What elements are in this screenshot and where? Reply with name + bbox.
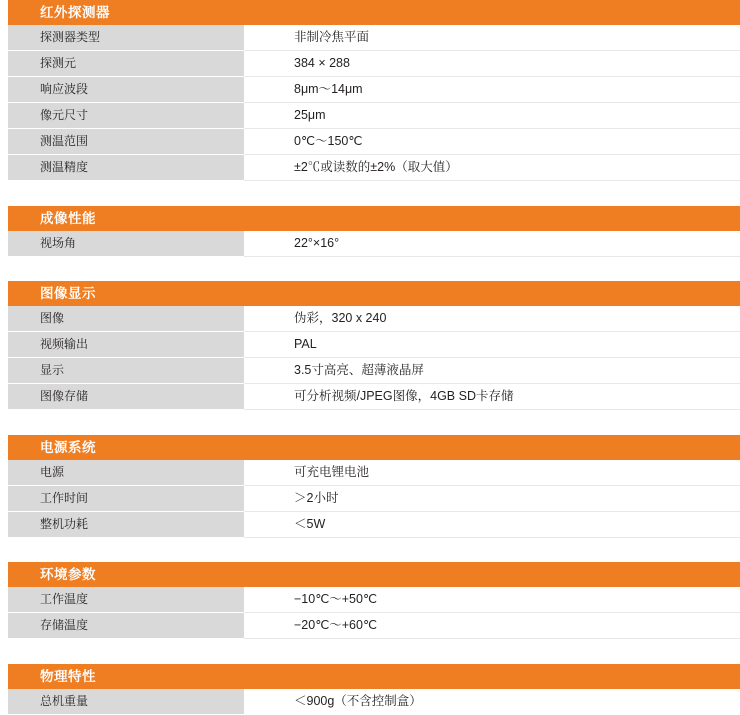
table-row — [4, 25, 740, 51]
spec-label: 测温范围 — [4, 129, 244, 155]
section-title: 成像性能 — [4, 206, 740, 231]
spec-value: 25μm — [244, 103, 740, 129]
table-row — [4, 384, 740, 410]
spec-label: 工作时间 — [4, 485, 244, 511]
spec-value: 22°×16° — [244, 231, 740, 257]
section-header-row — [4, 435, 740, 460]
spec-label: 存储温度 — [4, 613, 244, 639]
spec-label: 工作温度 — [4, 587, 244, 613]
spec-value: −20℃～+60℃ — [244, 613, 740, 639]
table-row — [4, 231, 740, 257]
section-header-row — [4, 281, 740, 306]
spec-label: 视场角 — [4, 231, 244, 257]
spec-label: 测温精度 — [4, 155, 244, 181]
spec-value: ±2℃或读数的±2%（取大值） — [244, 155, 740, 181]
section-title: 电源系统 — [4, 435, 740, 460]
section-header-row — [4, 0, 740, 25]
section-gap — [4, 410, 740, 435]
table-row — [4, 587, 740, 613]
spec-value: ＞2小时 — [244, 485, 740, 511]
table-row — [4, 689, 740, 715]
section-gap — [4, 639, 740, 664]
spec-value: ＜900g（不含控制盒） — [244, 689, 740, 715]
table-row — [4, 306, 740, 332]
table-row — [4, 485, 740, 511]
section-header-row — [4, 664, 740, 689]
spec-label: 显示 — [4, 358, 244, 384]
section-gap-cell — [4, 410, 740, 435]
spec-label: 探测元 — [4, 51, 244, 77]
spec-label: 整机功耗 — [4, 511, 244, 537]
spec-value: 384 × 288 — [244, 51, 740, 77]
section-gap — [4, 256, 740, 281]
spec-value: −10℃～+50℃ — [244, 587, 740, 613]
section-gap — [4, 181, 740, 206]
spec-value: ＜5W — [244, 511, 740, 537]
spec-label: 图像 — [4, 306, 244, 332]
section-header-row — [4, 562, 740, 587]
spec-label: 总机重量 — [4, 689, 244, 715]
table-row — [4, 332, 740, 358]
section-title: 物理特性 — [4, 664, 740, 689]
section-gap-cell — [4, 639, 740, 664]
section-gap-cell — [4, 256, 740, 281]
spec-value: 可分析视频/JPEG图像，4GB SD卡存储 — [244, 384, 740, 410]
table-row — [4, 155, 740, 181]
table-row — [4, 51, 740, 77]
section-title: 图像显示 — [4, 281, 740, 306]
table-row — [4, 358, 740, 384]
spec-value: 伪彩，320 x 240 — [244, 306, 740, 332]
spec-label: 像元尺寸 — [4, 103, 244, 129]
table-row — [4, 103, 740, 129]
table-row — [4, 129, 740, 155]
spec-value: 非制冷焦平面 — [244, 25, 740, 51]
table-row — [4, 613, 740, 639]
section-header-row — [4, 206, 740, 231]
spec-label: 探测器类型 — [4, 25, 244, 51]
spec-value: 3.5寸高亮、超薄液晶屏 — [244, 358, 740, 384]
spec-value: PAL — [244, 332, 740, 358]
table-row — [4, 511, 740, 537]
spec-value: 8μm～14μm — [244, 77, 740, 103]
table-row — [4, 460, 740, 486]
table-row — [4, 77, 740, 103]
spec-label: 图像存储 — [4, 384, 244, 410]
spec-value: 0℃～150℃ — [244, 129, 740, 155]
section-gap-cell — [4, 537, 740, 562]
section-gap — [4, 537, 740, 562]
specification-table-body — [4, 0, 740, 714]
spec-label: 响应波段 — [4, 77, 244, 103]
section-title: 红外探测器 — [4, 0, 740, 25]
section-title: 环境参数 — [4, 562, 740, 587]
spec-label: 电源 — [4, 460, 244, 486]
spec-label: 视频输出 — [4, 332, 244, 358]
spec-value: 可充电锂电池 — [244, 460, 740, 486]
section-gap-cell — [4, 181, 740, 206]
